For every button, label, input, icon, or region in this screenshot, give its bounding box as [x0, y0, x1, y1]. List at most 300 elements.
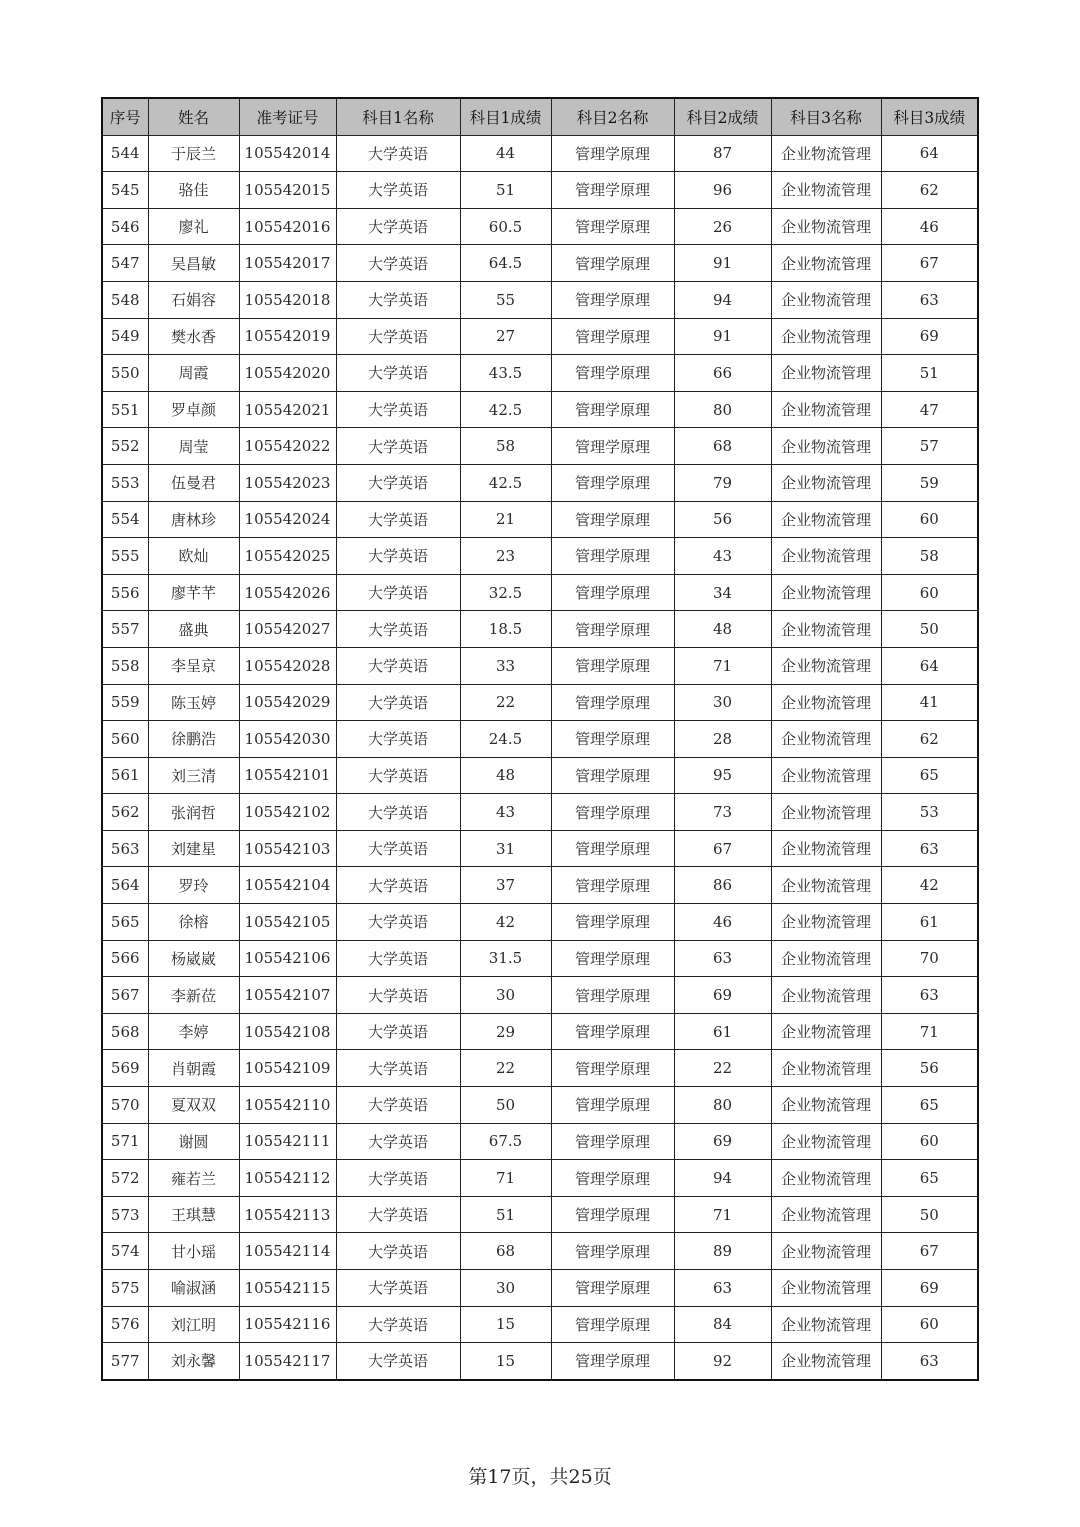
subject2-score-cell: 69: [674, 977, 771, 1014]
subject1-score-cell: 30: [460, 977, 551, 1014]
subject2-name-cell: 管理学原理: [551, 1306, 674, 1343]
header-subject2-name: 科目2名称: [551, 98, 674, 135]
subject2-name-cell: 管理学原理: [551, 1050, 674, 1087]
subject1-score-cell: 37: [460, 867, 551, 904]
exam-id-cell: 105542105: [239, 904, 336, 941]
subject1-score-cell: 50: [460, 1087, 551, 1124]
name-cell: 李新莅: [148, 977, 239, 1014]
name-cell: 刘建星: [148, 830, 239, 867]
subject3-name-cell: 企业物流管理: [771, 830, 881, 867]
header-exam-id: 准考证号: [239, 98, 336, 135]
table-row: [102, 1013, 978, 1050]
table-row: [102, 611, 978, 648]
subject3-score-cell: 71: [881, 1013, 978, 1050]
exam-id-cell: 105542029: [239, 684, 336, 721]
subject2-score-cell: 71: [674, 1196, 771, 1233]
exam-id-cell: 105542109: [239, 1050, 336, 1087]
table-row: [102, 172, 978, 209]
name-cell: 樊水香: [148, 318, 239, 355]
subject2-score-cell: 69: [674, 1123, 771, 1160]
subject3-score-cell: 58: [881, 538, 978, 575]
subject2-score-cell: 86: [674, 867, 771, 904]
subject1-score-cell: 55: [460, 281, 551, 318]
subject1-score-cell: 42: [460, 904, 551, 941]
subject1-score-cell: 32.5: [460, 574, 551, 611]
subject3-name-cell: 企业物流管理: [771, 355, 881, 392]
seq-cell: 554: [102, 501, 148, 538]
name-cell: 夏双双: [148, 1087, 239, 1124]
subject1-name-cell: 大学英语: [336, 391, 460, 428]
subject3-score-cell: 47: [881, 391, 978, 428]
subject2-score-cell: 94: [674, 281, 771, 318]
subject1-score-cell: 31: [460, 830, 551, 867]
table-row: [102, 1233, 978, 1270]
subject1-name-cell: 大学英语: [336, 647, 460, 684]
subject1-name-cell: 大学英语: [336, 355, 460, 392]
subject2-score-cell: 66: [674, 355, 771, 392]
subject1-name-cell: 大学英语: [336, 1233, 460, 1270]
subject2-name-cell: 管理学原理: [551, 172, 674, 209]
seq-cell: 547: [102, 245, 148, 282]
table-row: [102, 1087, 978, 1124]
subject2-score-cell: 68: [674, 428, 771, 465]
name-cell: 欧灿: [148, 538, 239, 575]
exam-id-cell: 105542014: [239, 135, 336, 172]
exam-id-cell: 105542027: [239, 611, 336, 648]
subject3-name-cell: 企业物流管理: [771, 172, 881, 209]
subject1-name-cell: 大学英语: [336, 208, 460, 245]
table-row: [102, 1050, 978, 1087]
subject2-score-cell: 46: [674, 904, 771, 941]
subject3-name-cell: 企业物流管理: [771, 538, 881, 575]
table-row: [102, 1123, 978, 1160]
subject3-score-cell: 65: [881, 1160, 978, 1197]
subject2-name-cell: 管理学原理: [551, 977, 674, 1014]
subject3-score-cell: 69: [881, 1270, 978, 1307]
subject3-score-cell: 70: [881, 940, 978, 977]
exam-id-cell: 105542111: [239, 1123, 336, 1160]
table-row: [102, 794, 978, 831]
subject2-name-cell: 管理学原理: [551, 501, 674, 538]
subject2-name-cell: 管理学原理: [551, 281, 674, 318]
exam-id-cell: 105542025: [239, 538, 336, 575]
seq-cell: 552: [102, 428, 148, 465]
subject1-score-cell: 51: [460, 172, 551, 209]
seq-cell: 553: [102, 464, 148, 501]
subject2-name-cell: 管理学原理: [551, 1160, 674, 1197]
seq-cell: 575: [102, 1270, 148, 1307]
subject2-score-cell: 80: [674, 1087, 771, 1124]
subject2-name-cell: 管理学原理: [551, 904, 674, 941]
subject2-score-cell: 71: [674, 647, 771, 684]
header-subject1-name: 科目1名称: [336, 98, 460, 135]
table-row: [102, 245, 978, 282]
name-cell: 刘江明: [148, 1306, 239, 1343]
subject1-name-cell: 大学英语: [336, 940, 460, 977]
exam-id-cell: 105542104: [239, 867, 336, 904]
name-cell: 徐榕: [148, 904, 239, 941]
subject1-name-cell: 大学英语: [336, 501, 460, 538]
subject3-score-cell: 65: [881, 1087, 978, 1124]
subject2-name-cell: 管理学原理: [551, 940, 674, 977]
subject2-name-cell: 管理学原理: [551, 135, 674, 172]
exam-id-cell: 105542019: [239, 318, 336, 355]
subject1-score-cell: 58: [460, 428, 551, 465]
seq-cell: 561: [102, 757, 148, 794]
subject2-name-cell: 管理学原理: [551, 245, 674, 282]
subject3-score-cell: 60: [881, 501, 978, 538]
seq-cell: 565: [102, 904, 148, 941]
subject2-name-cell: 管理学原理: [551, 867, 674, 904]
exam-id-cell: 105542103: [239, 830, 336, 867]
subject3-name-cell: 企业物流管理: [771, 208, 881, 245]
subject3-name-cell: 企业物流管理: [771, 1343, 881, 1380]
subject2-name-cell: 管理学原理: [551, 464, 674, 501]
seq-cell: 557: [102, 611, 148, 648]
subject2-score-cell: 61: [674, 1013, 771, 1050]
header-subject1-score: 科目1成绩: [460, 98, 551, 135]
table-row: [102, 355, 978, 392]
table-row: [102, 904, 978, 941]
table-row: [102, 464, 978, 501]
subject1-name-cell: 大学英语: [336, 172, 460, 209]
seq-cell: 564: [102, 867, 148, 904]
seq-cell: 562: [102, 794, 148, 831]
name-cell: 谢圆: [148, 1123, 239, 1160]
subject1-score-cell: 71: [460, 1160, 551, 1197]
exam-id-cell: 105542112: [239, 1160, 336, 1197]
subject3-score-cell: 63: [881, 1343, 978, 1380]
subject2-name-cell: 管理学原理: [551, 1087, 674, 1124]
exam-id-cell: 105542106: [239, 940, 336, 977]
subject1-score-cell: 18.5: [460, 611, 551, 648]
subject1-name-cell: 大学英语: [336, 1343, 460, 1380]
subject3-score-cell: 60: [881, 574, 978, 611]
subject3-score-cell: 65: [881, 757, 978, 794]
name-cell: 骆佳: [148, 172, 239, 209]
table-row: [102, 281, 978, 318]
table-row: [102, 1306, 978, 1343]
subject1-score-cell: 67.5: [460, 1123, 551, 1160]
subject2-name-cell: 管理学原理: [551, 208, 674, 245]
subject3-score-cell: 59: [881, 464, 978, 501]
seq-cell: 556: [102, 574, 148, 611]
exam-id-cell: 105542114: [239, 1233, 336, 1270]
subject1-score-cell: 68: [460, 1233, 551, 1270]
subject3-name-cell: 企业物流管理: [771, 611, 881, 648]
subject2-name-cell: 管理学原理: [551, 794, 674, 831]
subject1-score-cell: 42.5: [460, 391, 551, 428]
name-cell: 陈玉婷: [148, 684, 239, 721]
subject3-name-cell: 企业物流管理: [771, 794, 881, 831]
subject1-score-cell: 15: [460, 1343, 551, 1380]
name-cell: 李呈京: [148, 647, 239, 684]
seq-cell: 569: [102, 1050, 148, 1087]
table-row: [102, 940, 978, 977]
name-cell: 廖芊芊: [148, 574, 239, 611]
subject3-score-cell: 50: [881, 1196, 978, 1233]
seq-cell: 558: [102, 647, 148, 684]
table-row: [102, 647, 978, 684]
subject3-score-cell: 60: [881, 1306, 978, 1343]
subject2-name-cell: 管理学原理: [551, 1196, 674, 1233]
table-body: [102, 135, 978, 1380]
subject1-name-cell: 大学英语: [336, 428, 460, 465]
subject3-name-cell: 企业物流管理: [771, 574, 881, 611]
exam-id-cell: 105542016: [239, 208, 336, 245]
subject3-name-cell: 企业物流管理: [771, 318, 881, 355]
seq-cell: 570: [102, 1087, 148, 1124]
subject2-score-cell: 94: [674, 1160, 771, 1197]
name-cell: 肖朝霞: [148, 1050, 239, 1087]
subject1-name-cell: 大学英语: [336, 867, 460, 904]
subject3-name-cell: 企业物流管理: [771, 1196, 881, 1233]
name-cell: 罗卓颜: [148, 391, 239, 428]
subject2-name-cell: 管理学原理: [551, 355, 674, 392]
subject3-name-cell: 企业物流管理: [771, 135, 881, 172]
subject1-name-cell: 大学英语: [336, 1306, 460, 1343]
subject2-score-cell: 48: [674, 611, 771, 648]
subject2-name-cell: 管理学原理: [551, 830, 674, 867]
subject3-name-cell: 企业物流管理: [771, 647, 881, 684]
table-row: [102, 1196, 978, 1233]
table-row: [102, 757, 978, 794]
subject2-score-cell: 80: [674, 391, 771, 428]
subject3-name-cell: 企业物流管理: [771, 1087, 881, 1124]
subject3-score-cell: 62: [881, 721, 978, 758]
subject1-name-cell: 大学英语: [336, 904, 460, 941]
subject2-score-cell: 92: [674, 1343, 771, 1380]
name-cell: 王琪慧: [148, 1196, 239, 1233]
subject3-name-cell: 企业物流管理: [771, 1160, 881, 1197]
name-cell: 石娟容: [148, 281, 239, 318]
subject1-score-cell: 33: [460, 647, 551, 684]
subject2-name-cell: 管理学原理: [551, 1123, 674, 1160]
name-cell: 杨崴崴: [148, 940, 239, 977]
page-footer: 第17页，共25页: [468, 1466, 612, 1488]
subject3-score-cell: 50: [881, 611, 978, 648]
exam-id-cell: 105542018: [239, 281, 336, 318]
header-row: [102, 98, 978, 135]
header-subject3-score: 科目3成绩: [881, 98, 978, 135]
table-row: [102, 684, 978, 721]
subject1-score-cell: 23: [460, 538, 551, 575]
subject1-score-cell: 31.5: [460, 940, 551, 977]
subject1-name-cell: 大学英语: [336, 1050, 460, 1087]
header-subject3-name: 科目3名称: [771, 98, 881, 135]
exam-id-cell: 105542028: [239, 647, 336, 684]
exam-id-cell: 105542021: [239, 391, 336, 428]
seq-cell: 551: [102, 391, 148, 428]
table-row: [102, 318, 978, 355]
header-name: 姓名: [148, 98, 239, 135]
name-cell: 刘永馨: [148, 1343, 239, 1380]
subject3-score-cell: 56: [881, 1050, 978, 1087]
subject2-score-cell: 96: [674, 172, 771, 209]
seq-cell: 567: [102, 977, 148, 1014]
subject3-score-cell: 41: [881, 684, 978, 721]
subject2-score-cell: 91: [674, 245, 771, 282]
exam-id-cell: 105542020: [239, 355, 336, 392]
name-cell: 唐林珍: [148, 501, 239, 538]
table-row: [102, 1343, 978, 1380]
name-cell: 周霞: [148, 355, 239, 392]
subject1-name-cell: 大学英语: [336, 684, 460, 721]
subject3-name-cell: 企业物流管理: [771, 464, 881, 501]
subject2-name-cell: 管理学原理: [551, 428, 674, 465]
subject1-score-cell: 48: [460, 757, 551, 794]
subject1-name-cell: 大学英语: [336, 538, 460, 575]
subject1-score-cell: 22: [460, 684, 551, 721]
subject2-score-cell: 79: [674, 464, 771, 501]
subject1-score-cell: 60.5: [460, 208, 551, 245]
seq-cell: 555: [102, 538, 148, 575]
table-row: [102, 428, 978, 465]
seq-cell: 574: [102, 1233, 148, 1270]
subject2-name-cell: 管理学原理: [551, 647, 674, 684]
subject1-name-cell: 大学英语: [336, 318, 460, 355]
subject1-score-cell: 43.5: [460, 355, 551, 392]
name-cell: 徐鹏浩: [148, 721, 239, 758]
subject2-name-cell: 管理学原理: [551, 1270, 674, 1307]
seq-cell: 566: [102, 940, 148, 977]
subject3-score-cell: 69: [881, 318, 978, 355]
subject3-name-cell: 企业物流管理: [771, 1013, 881, 1050]
subject1-name-cell: 大学英语: [336, 574, 460, 611]
subject2-score-cell: 22: [674, 1050, 771, 1087]
name-cell: 李婷: [148, 1013, 239, 1050]
subject3-name-cell: 企业物流管理: [771, 1270, 881, 1307]
subject3-name-cell: 企业物流管理: [771, 721, 881, 758]
subject1-score-cell: 22: [460, 1050, 551, 1087]
table-row: [102, 1270, 978, 1307]
subject3-score-cell: 53: [881, 794, 978, 831]
subject1-name-cell: 大学英语: [336, 830, 460, 867]
subject2-name-cell: 管理学原理: [551, 574, 674, 611]
seq-cell: 576: [102, 1306, 148, 1343]
seq-cell: 577: [102, 1343, 148, 1380]
header-subject2-score: 科目2成绩: [674, 98, 771, 135]
subject1-score-cell: 42.5: [460, 464, 551, 501]
name-cell: 周莹: [148, 428, 239, 465]
subject2-name-cell: 管理学原理: [551, 684, 674, 721]
exam-id-cell: 105542026: [239, 574, 336, 611]
name-cell: 廖礼: [148, 208, 239, 245]
subject1-name-cell: 大学英语: [336, 1160, 460, 1197]
subject3-score-cell: 61: [881, 904, 978, 941]
subject1-score-cell: 30: [460, 1270, 551, 1307]
subject1-score-cell: 24.5: [460, 721, 551, 758]
subject3-name-cell: 企业物流管理: [771, 757, 881, 794]
subject2-name-cell: 管理学原理: [551, 1233, 674, 1270]
score-table: [101, 97, 979, 1381]
subject2-score-cell: 26: [674, 208, 771, 245]
header-seq: 序号: [102, 98, 148, 135]
table-row: [102, 501, 978, 538]
subject1-score-cell: 44: [460, 135, 551, 172]
seq-cell: 549: [102, 318, 148, 355]
subject2-score-cell: 63: [674, 1270, 771, 1307]
name-cell: 喻淑涵: [148, 1270, 239, 1307]
subject3-name-cell: 企业物流管理: [771, 1123, 881, 1160]
subject2-score-cell: 87: [674, 135, 771, 172]
subject3-score-cell: 64: [881, 647, 978, 684]
subject2-score-cell: 91: [674, 318, 771, 355]
subject2-name-cell: 管理学原理: [551, 1013, 674, 1050]
name-cell: 罗玲: [148, 867, 239, 904]
subject1-score-cell: 27: [460, 318, 551, 355]
exam-id-cell: 105542101: [239, 757, 336, 794]
subject1-score-cell: 64.5: [460, 245, 551, 282]
table-row: [102, 867, 978, 904]
subject1-score-cell: 21: [460, 501, 551, 538]
table-row: [102, 135, 978, 172]
subject1-name-cell: 大学英语: [336, 1123, 460, 1160]
subject3-score-cell: 67: [881, 1233, 978, 1270]
name-cell: 雍若兰: [148, 1160, 239, 1197]
subject1-name-cell: 大学英语: [336, 794, 460, 831]
exam-id-cell: 105542108: [239, 1013, 336, 1050]
exam-id-cell: 105542107: [239, 977, 336, 1014]
subject3-name-cell: 企业物流管理: [771, 977, 881, 1014]
subject3-score-cell: 64: [881, 135, 978, 172]
subject2-score-cell: 73: [674, 794, 771, 831]
seq-cell: 568: [102, 1013, 148, 1050]
exam-id-cell: 105542030: [239, 721, 336, 758]
subject2-name-cell: 管理学原理: [551, 1343, 674, 1380]
subject3-score-cell: 67: [881, 245, 978, 282]
table-row: [102, 391, 978, 428]
subject3-score-cell: 57: [881, 428, 978, 465]
subject1-name-cell: 大学英语: [336, 281, 460, 318]
subject2-score-cell: 84: [674, 1306, 771, 1343]
subject1-name-cell: 大学英语: [336, 1196, 460, 1233]
exam-id-cell: 105542113: [239, 1196, 336, 1233]
subject3-name-cell: 企业物流管理: [771, 1306, 881, 1343]
subject2-name-cell: 管理学原理: [551, 611, 674, 648]
subject1-name-cell: 大学英语: [336, 1013, 460, 1050]
exam-id-cell: 105542015: [239, 172, 336, 209]
seq-cell: 546: [102, 208, 148, 245]
name-cell: 甘小瑶: [148, 1233, 239, 1270]
seq-cell: 544: [102, 135, 148, 172]
name-cell: 张润哲: [148, 794, 239, 831]
table-row: [102, 721, 978, 758]
subject1-name-cell: 大学英语: [336, 245, 460, 282]
table-row: [102, 574, 978, 611]
subject2-name-cell: 管理学原理: [551, 721, 674, 758]
subject2-name-cell: 管理学原理: [551, 391, 674, 428]
name-cell: 于辰兰: [148, 135, 239, 172]
subject3-score-cell: 63: [881, 977, 978, 1014]
table-row: [102, 830, 978, 867]
subject3-name-cell: 企业物流管理: [771, 281, 881, 318]
subject2-name-cell: 管理学原理: [551, 318, 674, 355]
seq-cell: 563: [102, 830, 148, 867]
subject2-score-cell: 89: [674, 1233, 771, 1270]
exam-id-cell: 105542022: [239, 428, 336, 465]
subject3-name-cell: 企业物流管理: [771, 867, 881, 904]
subject3-name-cell: 企业物流管理: [771, 684, 881, 721]
subject2-score-cell: 67: [674, 830, 771, 867]
subject2-score-cell: 43: [674, 538, 771, 575]
subject1-name-cell: 大学英语: [336, 977, 460, 1014]
subject1-name-cell: 大学英语: [336, 464, 460, 501]
exam-id-cell: 105542115: [239, 1270, 336, 1307]
subject1-score-cell: 51: [460, 1196, 551, 1233]
seq-cell: 545: [102, 172, 148, 209]
subject1-name-cell: 大学英语: [336, 135, 460, 172]
